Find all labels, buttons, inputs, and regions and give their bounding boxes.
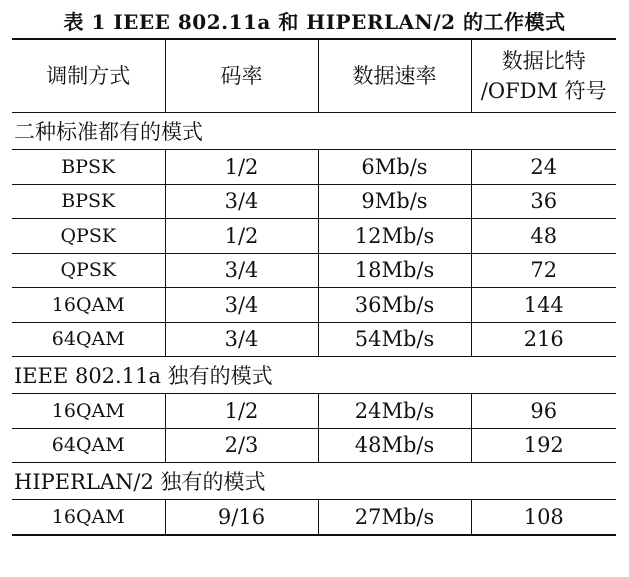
cell-bits-per-symbol: 216 [471, 322, 616, 357]
cell-modulation: QPSK [12, 219, 165, 254]
cell-data-rate: 48Mb/s [318, 428, 471, 463]
section-title: IEEE 802.11a 独有的模式 [12, 357, 616, 394]
table-row [12, 219, 616, 254]
cell-data-rate: 27Mb/s [318, 500, 471, 535]
cell-code-rate: 2/3 [165, 428, 318, 463]
cell-bits-per-symbol: 48 [471, 219, 616, 254]
table-caption: 表 1 IEEE 802.11a 和 HIPERLAN/2 的工作模式 [63, 10, 566, 34]
section-title: HIPERLAN/2 独有的模式 [12, 463, 616, 500]
cell-bits-per-symbol: 36 [471, 184, 616, 219]
header-bits-line2: /OFDM 符号 [480, 79, 607, 103]
table-row [12, 500, 616, 535]
cell-code-rate: 1/2 [165, 150, 318, 185]
section-row [12, 463, 616, 500]
header-data-rate: 数据速率 [318, 39, 471, 113]
cell-data-rate: 12Mb/s [318, 219, 471, 254]
table-row [12, 322, 616, 357]
cell-code-rate: 3/4 [165, 253, 318, 288]
section-row [12, 113, 616, 150]
table-row [12, 253, 616, 288]
cell-modulation: QPSK [12, 253, 165, 288]
cell-modulation: 16QAM [12, 288, 165, 323]
cell-bits-per-symbol: 24 [471, 150, 616, 185]
table-row [12, 150, 616, 185]
cell-data-rate: 24Mb/s [318, 394, 471, 429]
header-modulation: 调制方式 [12, 39, 165, 113]
table-row [12, 394, 616, 429]
table-row [12, 428, 616, 463]
cell-modulation: BPSK [12, 150, 165, 185]
header-row [12, 39, 616, 113]
modes-table [12, 38, 616, 536]
cell-data-rate: 18Mb/s [318, 253, 471, 288]
cell-code-rate: 3/4 [165, 288, 318, 323]
cell-modulation: BPSK [12, 184, 165, 219]
cell-code-rate: 1/2 [165, 219, 318, 254]
cell-code-rate: 3/4 [165, 184, 318, 219]
cell-code-rate: 3/4 [165, 322, 318, 357]
cell-modulation: 64QAM [12, 428, 165, 463]
cell-modulation: 16QAM [12, 500, 165, 535]
cell-bits-per-symbol: 108 [471, 500, 616, 535]
table-row [12, 288, 616, 323]
cell-data-rate: 9Mb/s [318, 184, 471, 219]
header-bits-line1: 数据比特 [501, 49, 586, 73]
cell-bits-per-symbol: 72 [471, 253, 616, 288]
cell-modulation: 64QAM [12, 322, 165, 357]
cell-bits-per-symbol: 96 [471, 394, 616, 429]
cell-bits-per-symbol: 192 [471, 428, 616, 463]
cell-data-rate: 54Mb/s [318, 322, 471, 357]
cell-data-rate: 6Mb/s [318, 150, 471, 185]
cell-code-rate: 1/2 [165, 394, 318, 429]
section-row [12, 357, 616, 394]
cell-data-rate: 36Mb/s [318, 288, 471, 323]
section-title: 二种标准都有的模式 [12, 113, 616, 150]
cell-code-rate: 9/16 [165, 500, 318, 535]
cell-modulation: 16QAM [12, 394, 165, 429]
header-bits-per-symbol [471, 39, 616, 113]
cell-bits-per-symbol: 144 [471, 288, 616, 323]
table-body [12, 113, 616, 535]
table-row [12, 184, 616, 219]
header-code-rate: 码率 [165, 39, 318, 113]
